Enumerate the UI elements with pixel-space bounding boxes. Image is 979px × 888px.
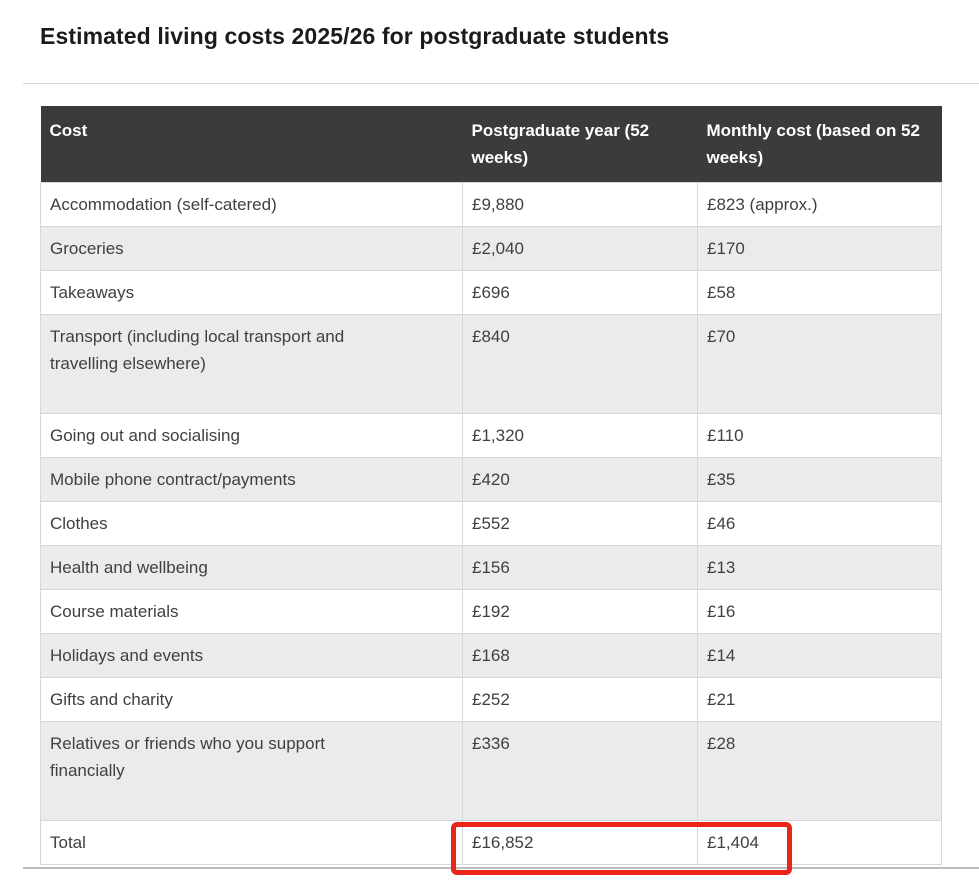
- living-costs-table: [40, 106, 942, 865]
- cost-cell: [41, 183, 463, 227]
- monthly-cost-cell: £21: [698, 678, 942, 722]
- title-divider: [23, 83, 979, 84]
- monthly-cost-cell: £1,404: [698, 821, 942, 865]
- cost-cell: [41, 271, 463, 315]
- table-row: [41, 722, 942, 821]
- monthly-cost-cell: £170: [698, 227, 942, 271]
- column-header-monthly-cost: Monthly cost (based on 52 weeks): [698, 106, 942, 183]
- monthly-cost-cell: £14: [698, 634, 942, 678]
- cost-label: Relatives or friends who you support financially: [50, 734, 325, 780]
- postgraduate-year-cell: £192: [463, 590, 698, 634]
- table-header-row: [41, 106, 942, 183]
- table-row: [41, 315, 942, 414]
- monthly-cost-cell: £110: [698, 414, 942, 458]
- postgraduate-year-cell: £696: [463, 271, 698, 315]
- table-row: [41, 678, 942, 722]
- cost-cell: [41, 502, 463, 546]
- cost-label: Health and wellbeing: [50, 558, 208, 577]
- cost-cell: [41, 634, 463, 678]
- page-title: Estimated living costs 2025/26 for postgraduate students: [40, 23, 670, 49]
- postgraduate-year-cell: £252: [463, 678, 698, 722]
- table-row: [41, 414, 942, 458]
- table-row: [41, 590, 942, 634]
- cost-cell: [41, 227, 463, 271]
- cost-cell: [41, 458, 463, 502]
- total-row: [41, 821, 942, 865]
- postgraduate-year-cell: £168: [463, 634, 698, 678]
- postgraduate-year-cell: £336: [463, 722, 698, 821]
- bottom-divider: [23, 867, 979, 869]
- cost-cell: [41, 546, 463, 590]
- table-row: [41, 271, 942, 315]
- cost-cell: [41, 722, 463, 821]
- monthly-cost-cell: £16: [698, 590, 942, 634]
- table-row: [41, 183, 942, 227]
- cost-label: Mobile phone contract/payments: [50, 470, 296, 489]
- costs-table-body: [41, 183, 942, 865]
- monthly-cost-cell: £823 (approx.): [698, 183, 942, 227]
- monthly-cost-cell: £13: [698, 546, 942, 590]
- cost-label: Clothes: [50, 514, 108, 533]
- cost-label: Gifts and charity: [50, 690, 173, 709]
- monthly-cost-cell: £46: [698, 502, 942, 546]
- monthly-cost-cell: £28: [698, 722, 942, 821]
- monthly-cost-cell: £58: [698, 271, 942, 315]
- cost-cell: [41, 821, 463, 865]
- postgraduate-year-cell: £840: [463, 315, 698, 414]
- table-row: [41, 502, 942, 546]
- table-row: [41, 227, 942, 271]
- column-header-cost: Cost: [41, 106, 463, 183]
- cost-cell: [41, 590, 463, 634]
- postgraduate-year-cell: £420: [463, 458, 698, 502]
- postgraduate-year-cell: £16,852: [463, 821, 698, 865]
- cost-label: Accommodation (self-catered): [50, 195, 277, 214]
- table-row: [41, 458, 942, 502]
- monthly-cost-cell: £35: [698, 458, 942, 502]
- column-header-postgraduate-year: Postgraduate year (52 weeks): [463, 106, 698, 183]
- cost-label: Course materials: [50, 602, 179, 621]
- cost-label: Takeaways: [50, 283, 135, 302]
- postgraduate-year-cell: £9,880: [463, 183, 698, 227]
- postgraduate-year-cell: £2,040: [463, 227, 698, 271]
- table-row: [41, 634, 942, 678]
- table-row: [41, 546, 942, 590]
- cost-cell: [41, 315, 463, 414]
- cost-cell: [41, 678, 463, 722]
- postgraduate-year-cell: £156: [463, 546, 698, 590]
- cost-cell: [41, 414, 463, 458]
- cost-label: Total: [50, 833, 86, 852]
- cost-label: Groceries: [50, 239, 124, 258]
- cost-label: Going out and socialising: [50, 426, 240, 445]
- postgraduate-year-cell: £1,320: [463, 414, 698, 458]
- postgraduate-year-cell: £552: [463, 502, 698, 546]
- living-costs-table-wrap: [40, 106, 941, 865]
- cost-label: Transport (including local transport and travelling elsewhere): [50, 327, 345, 373]
- cost-label: Holidays and events: [50, 646, 204, 665]
- monthly-cost-cell: £70: [698, 315, 942, 414]
